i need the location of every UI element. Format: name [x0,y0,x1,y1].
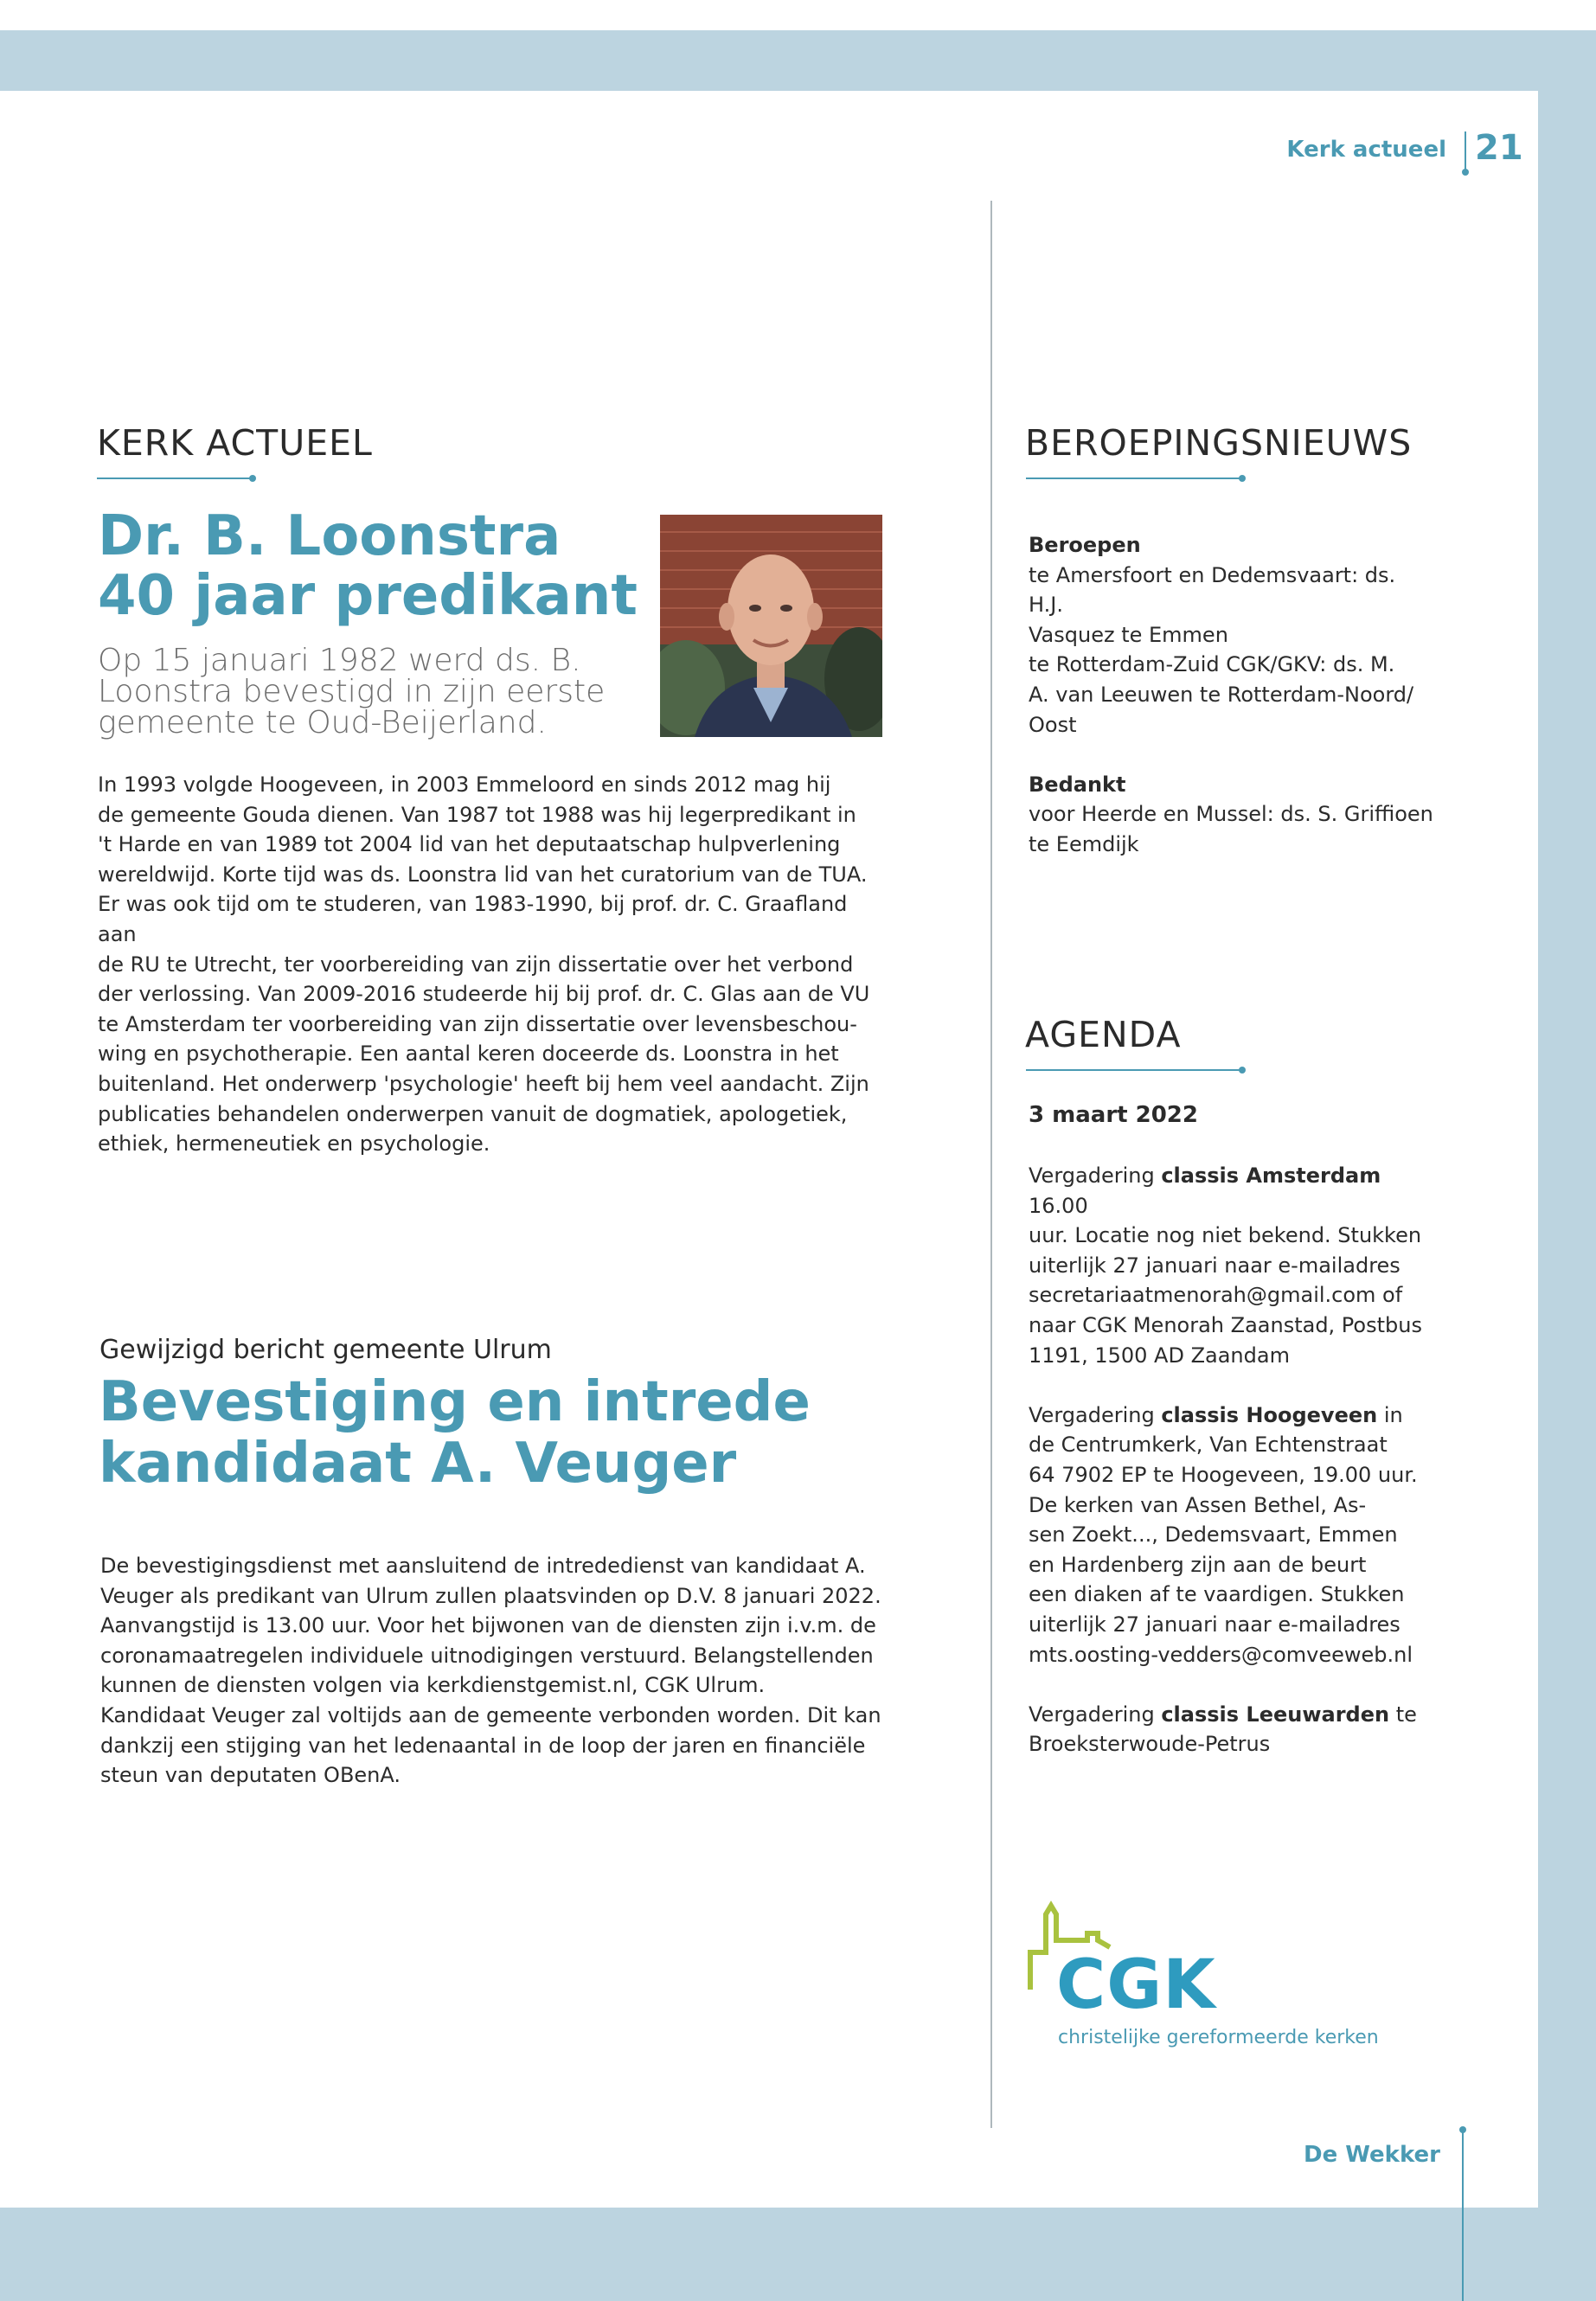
magazine-name: De Wekker [1304,2142,1440,2168]
beroepen-line: te Rotterdam-Zuid CGK/GKV: ds. M. [1029,652,1395,677]
bottom-border-band [0,2208,1596,2301]
body-line: de RU te Utrecht, ter voorbereiding van zijn dissertatie over het verbond [98,952,854,977]
subtitle-line: Op 15 januari 1982 werd ds. B. [98,643,581,678]
portrait-illustration [660,515,882,737]
body-line: te Amsterdam ter voorbereiding van zijn dissertatie over levensbeschou- [98,1011,857,1036]
body-line: wing en psychotherapie. Een aantal keren doceerde ds. Loonstra in het [98,1042,839,1067]
text-fragment: Vergadering [1029,1402,1162,1427]
section-underline [1026,478,1242,479]
agenda-item2-first-line [1029,1400,1435,1431]
running-head-dot [1462,169,1469,176]
article2-title-line1: Bevestiging en intrede [99,1370,811,1434]
body-line: coronamaatregelen individuele uitnodigingen verstuurd. Belangstellenden [100,1643,874,1668]
running-head-divider [1465,131,1466,171]
footer-divider [1462,2130,1464,2301]
column-divider [990,201,992,2128]
email-link-comveeweb[interactable]: mts.oosting-vedders@comveeweb.nl [1029,1642,1413,1667]
cgk-wordmark: CGK [1056,1946,1216,2024]
body-text-fragment: , CGK Ulrum. [631,1673,766,1698]
text-fragment: te [1389,1702,1417,1727]
agenda-line: 64 7902 EP te Hoogeveen, 19.00 uur. [1029,1462,1418,1487]
agenda-line: sen Zoekt..., Dedemsvaart, Emmen [1029,1522,1398,1548]
article2-title-line2: kandidaat A. Veuger [99,1432,737,1496]
agenda-item1-first-line [1029,1161,1435,1221]
body-line: buitenland. Het onderwerp 'psychologie' heeft bij hem veel aandacht. Zijn [98,1071,869,1096]
body-line [100,1670,896,1701]
text-fragment: Vergadering [1029,1702,1162,1727]
section-underline [1026,1069,1242,1071]
bedankt-line: voor Heerde en Mussel: ds. S. Griffioen [1029,802,1433,827]
body-line: de gemeente Gouda dienen. Van 1987 tot 1988 was hij legerpredikant in [98,802,856,827]
running-head [1211,128,1522,180]
agenda-line: naar CGK Menorah Zaanstad, Postbus [1029,1312,1422,1337]
classis-name: classis Amsterdam [1161,1163,1381,1188]
article1-title-line1: Dr. B. Loonstra [98,504,561,568]
kerkdienstgemist-link[interactable]: kerkdienstgemist.nl [426,1673,631,1698]
right-border-band [1538,30,1596,2301]
text-fragment: 16.00 [1029,1193,1088,1218]
body-text-fragment: kunnen de diensten volgen via [100,1673,427,1698]
body-line: wereldwijd. Korte tijd was ds. Loonstra lid van het curatorium van de TUA. [98,862,868,887]
classis-name: classis Hoogeveen [1161,1402,1378,1427]
bedankt-line: te Eemdijk [1029,831,1139,856]
footer-dot [1459,2126,1466,2133]
page-number: 21 [1475,128,1523,168]
bedankt-heading: Bedankt [1029,772,1126,797]
spacer [1029,740,1435,770]
spacer [1029,1670,1435,1700]
article2-body [100,1551,896,1791]
agenda-line: Broeksterwoude-Petrus [1029,1732,1271,1757]
beroepen-heading: Beroepen [1029,533,1141,557]
body-line: der verlossing. Van 2009-2016 studeerde hij bij prof. dr. C. Glas aan de VU [98,982,870,1007]
subtitle-line: Loonstra bevestigd in zijn eerste [98,674,606,709]
agenda-line: De kerken van Assen Bethel, As- [1029,1492,1367,1517]
agenda-line: uur. Locatie nog niet bekend. Stukken [1029,1223,1422,1248]
section-underline [97,478,253,479]
body-line: steun van deputaten OBenA. [100,1763,401,1788]
agenda-line: 1191, 1500 AD Zaandam [1029,1343,1290,1368]
top-border-band [0,30,1596,91]
agenda-date: 3 maart 2022 [1029,1102,1198,1128]
section-label-agenda: AGENDA [1025,1014,1182,1055]
article1-title-line2: 40 jaar predikant [98,564,638,628]
agenda-line: uiterlijk 27 januari naar e-mailadres [1029,1612,1401,1637]
body-line: In 1993 volgde Hoogeveen, in 2003 Emmeloord en sinds 2012 mag hij [98,772,831,797]
beroepen-line: A. van Leeuwen te Rotterdam-Noord/ [1029,682,1414,707]
cgk-logo [1025,1899,1397,2059]
body-line: publicaties behandelen onderwerpen vanuit de dogmatiek, apologetiek, [98,1101,848,1126]
beroepen-line: Vasquez te Emmen [1029,622,1228,647]
article2-kicker: Gewijzigd bericht gemeente Ulrum [99,1335,552,1365]
portrait-photo [660,515,882,737]
article1-subtitle [98,645,634,739]
body-line: ethiek, hermeneutiek en psychologie. [98,1131,490,1157]
article1-body [98,770,876,1159]
body-line: De bevestigingsdienst met aansluitend de intrededienst van kandidaat A. [100,1554,866,1578]
agenda-line: een diaken af te vaardigen. Stukken [1029,1582,1405,1607]
text-fragment: Vergadering [1029,1163,1162,1188]
agenda-items [1029,1161,1435,1759]
spacer [1029,1370,1435,1400]
agenda-line: uiterlijk 27 januari naar e-mailadres [1029,1253,1401,1278]
cgk-tagline: christelijke gereformeerde kerken [1058,2027,1379,2048]
body-line: 't Harde en van 1989 tot 2004 lid van het deputaatschap hulpverlening [98,832,841,857]
section-label-beroepingsnieuws: BEROEPINGSNIEUWS [1025,422,1413,464]
body-line: Kandidaat Veuger zal voltijds aan de gemeente verbonden worden. Dit kan [100,1702,881,1727]
text-fragment: in [1377,1402,1403,1427]
running-head-section: Kerk actueel [1286,137,1446,163]
text-fragment: of [1375,1283,1403,1308]
subtitle-line: gemeente te Oud-Beijerland. [98,705,547,740]
body-line: Aanvangstijd is 13.00 uur. Voor het bijwonen van de diensten zijn i.v.m. de [100,1613,876,1638]
agenda-item3-first-line [1029,1700,1435,1730]
body-line: Veuger als predikant van Ulrum zullen plaatsvinden op D.V. 8 januari 2022. [100,1583,881,1608]
agenda-email-line [1029,1280,1435,1311]
beroepingsnieuws-block [1029,530,1435,860]
body-line: dankzij een stijging van het ledenaantal in de loop der jaren en financiële [100,1733,866,1758]
beroepen-line: Oost [1029,712,1077,737]
body-line: Er was ook tijd om te studeren, van 1983-1990, bij prof. dr. C. Graafland aan [98,892,848,946]
beroepen-line: te Amersfoort en Dedemsvaart: ds. H.J. [1029,562,1396,618]
email-link-menorah[interactable]: secretariaatmenorah@gmail.com [1029,1283,1376,1308]
article1-title [98,504,638,628]
article2-title [99,1372,811,1495]
agenda-line: de Centrumkerk, Van Echtenstraat [1029,1433,1388,1458]
section-label-kerk-actueel: KERK ACTUEEL [97,422,373,464]
agenda-line: en Hardenberg zijn aan de beurt [1029,1552,1367,1577]
classis-name: classis Leeuwarden [1161,1702,1390,1727]
